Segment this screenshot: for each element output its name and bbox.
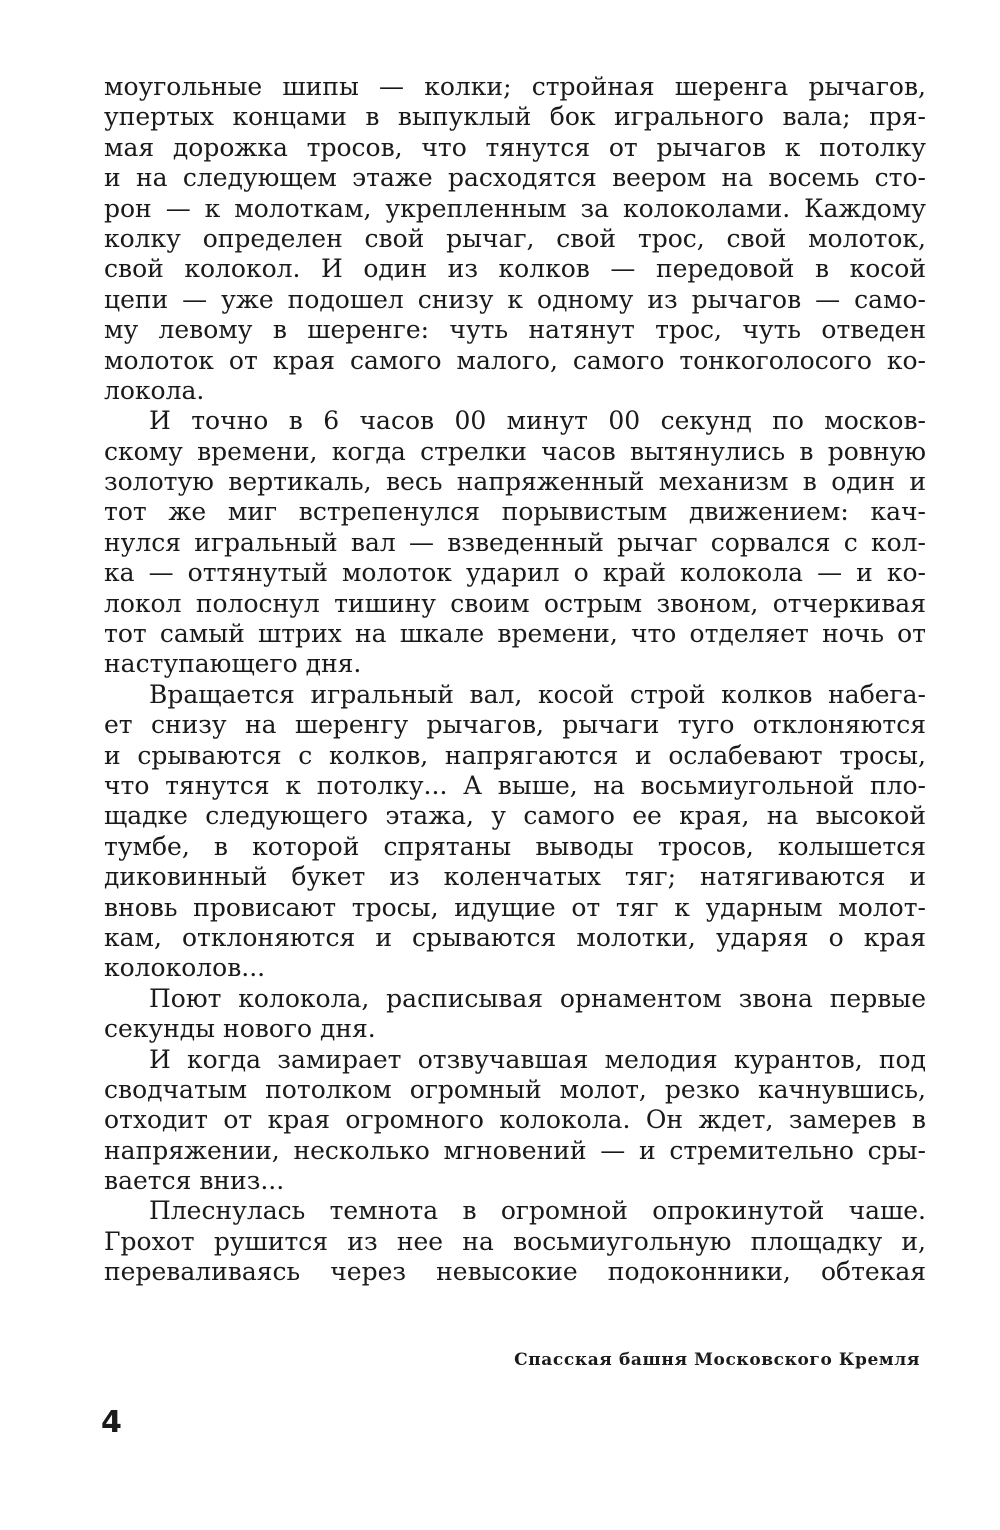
text-line: золотую вертикаль, весь напряженный механизм в один и: [104, 467, 926, 497]
text-line: отходит от края огромного колокола. Он ждет, замерев в: [104, 1105, 926, 1135]
text-line: Плеснулась темнота в огромной опрокинутой чаше.: [149, 1196, 926, 1226]
text-line: И когда замирает отзвучавшая мелодия курантов, под: [149, 1044, 926, 1074]
text-line: сводчатым потолком огромный молот, резко качнувшись,: [104, 1074, 926, 1104]
text-line: диковинный букет из коленчатых тяг; натягиваются и: [104, 862, 926, 892]
text-line: тумбе, в которой спрятаны выводы тросов, колышется: [104, 831, 926, 861]
text-line: нулся игральный вал — взведенный рычаг сорвался с кол-: [104, 527, 926, 557]
text-line: Поют колокола, расписывая орнаментом звона первые: [149, 983, 926, 1013]
text-line: моугольные шипы — колки; стройная шеренга рычагов,: [104, 72, 926, 101]
paragraph: [104, 680, 926, 984]
text-line: и на следующем этаже расходятся веером на восемь сто-: [104, 163, 926, 193]
page-number: 4: [101, 1405, 122, 1440]
paragraph: [104, 406, 926, 680]
text-line: секунды нового дня.: [104, 1014, 376, 1044]
text-line: вается вниз...: [104, 1166, 285, 1196]
text-line: рон — к молоткам, укрепленным за колоколами. Каждому: [104, 193, 926, 223]
text-line: мая дорожка тросов, что тянутся от рычагов к потолку: [104, 132, 926, 162]
text-line: Грохот рушится из нее на восьмиугольную площадку и,: [104, 1226, 926, 1256]
text-line: Вращается игральный вал, косой строй колков набега-: [149, 679, 926, 709]
text-line: тот же миг встрепенулся порывистым движением: кач-: [104, 497, 926, 527]
body-text: [104, 72, 926, 1288]
text-line: наступающего дня.: [104, 649, 362, 679]
paragraph: [104, 984, 926, 1045]
text-line: ка — оттянутый молоток ударил о край колокола — и ко-: [104, 558, 926, 588]
text-line: и срываются с колков, напрягаются и ослабевают тросы,: [104, 740, 926, 770]
text-line: И точно в 6 часов 00 минут 00 секунд по москов-: [149, 406, 926, 436]
text-line: ет снизу на шеренгу рычагов, рычаги туго отклоняются: [104, 710, 926, 740]
text-line: цепи — уже подошел снизу к одному из рычагов — само-: [104, 284, 926, 314]
text-line: вновь провисают тросы, идущие от тяг к ударным молот-: [104, 892, 926, 922]
paragraph: [104, 1045, 926, 1197]
text-line: упертых концами в выпуклый бок игрального вала; пря-: [104, 102, 926, 132]
text-line: переваливаясь через невысокие подоконники, обтекая: [104, 1257, 926, 1287]
text-line: что тянутся к потолку... А выше, на восьмиугольной пло-: [104, 770, 926, 800]
paragraph: [104, 1196, 926, 1287]
text-line: локол полоснул тишину своим острым звоном, отчеркивая: [104, 588, 926, 618]
text-line: напряжении, несколько мгновений — и стремительно сры-: [104, 1135, 926, 1165]
text-line: скому времени, когда стрелки часов вытянулись в ровную: [104, 436, 926, 466]
paragraph: [104, 72, 926, 406]
illustration-caption: Спасская башня Московского Кремля: [514, 1350, 920, 1370]
text-line: свой колокол. И один из колков — передовой в косой: [104, 254, 926, 284]
text-line: кам, отклоняются и срываются молотки, ударяя о края: [104, 922, 926, 952]
text-line: щадке следующего этажа, у самого ее края, на высокой: [104, 801, 926, 831]
text-line: му левому в шеренге: чуть натянут трос, чуть отведен: [104, 315, 926, 345]
text-line: локола.: [104, 375, 205, 405]
text-line: молоток от края самого малого, самого тонкоголосого ко-: [104, 345, 926, 375]
text-line: колоколов...: [104, 953, 266, 983]
text-line: колку определен свой рычаг, свой трос, свой молоток,: [104, 223, 926, 253]
text-line: тот самый штрих на шкале времени, что отделяет ночь от: [104, 619, 926, 649]
